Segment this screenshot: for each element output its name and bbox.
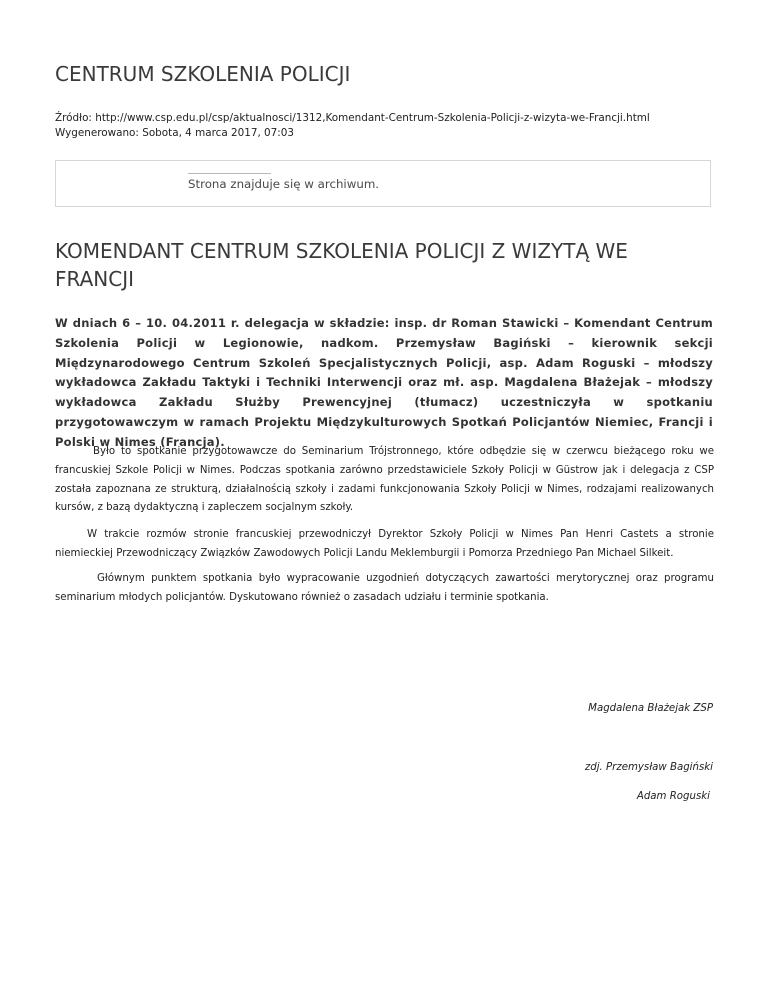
article-paragraph-2: W trakcie rozmów stronie francuskiej przewodniczył Dyrektor Szkoły Policji w Nimes Pan Henri Castets a stronie niemieckiej Przewodniczący Związków Zawodowych Policji Landu Meklemburgii i Pomorza Przedniego Pan Michael Silkeit. [55,529,714,559]
archive-notice-text: Strona znajduje się w archiwum. [188,177,380,191]
article-title: KOMENDANT CENTRUM SZKOLENIA POLICJI Z WIZYTĄ WE FRANCJI [55,239,628,291]
source-url-line: Źródło: http://www.csp.edu.pl/csp/aktualnosci/1312,Komendant-Centrum-Szkolenia-Policji-z-wizyta-we-Francji.html [55,112,650,124]
article-paragraph-3: Głównym punktem spotkania było wypracowanie uzgodnień dotyczących zawartości merytorycznej oraz programu seminarium młodych policjantów. Dyskutowano również o zasadach udziału i terminie spotkania. [55,573,714,603]
article-lead: W dniach 6 – 10. 04.2011 r. delegacja w składzie: insp. dr Roman Stawicki – Komendant Centrum Szkolenia Policji w Legionowie, nadkom. Przemysław Bagiński – kierownik sekcji Międzynarodowego Centrum Szkoleń Specjalistycznych Policji, asp. Adam Roguski – młodszy wykładowca Zakładu Taktyki i Techniki Interwencji oraz mł. asp. Magdalena Błażejak – młodszy wykładowca Zakładu Służby Prewencyjnej (tłumacz) uczestniczyła w spotkaniu przygotowawczym w ramach Projektu Międzykulturowych Spotkań Policjantów Niemiec, Francji i Polski w Nimes (Francja). [55,316,713,449]
generated-date-line: Wygenerowano: Sobota, 4 marca 2017, 07:03 [55,127,294,139]
article-paragraph-1: Było to spotkanie przygotowawcze do Seminarium Trójstronnego, które odbędzie się w czerwcu bieżącego roku we francuskiej Szkole Policji w Nimes. Podczas spotkania zarówno przedstawiciele Szkoły Policji w Güstrow jak i delegacja z CSP została zapoznana ze strukturą, działalnością szkoły i zadami funkcjonowania Szkoły Policji w Nimes, rodzajami realizowanych kursów, z bazą dydaktyczną i zapleczem socjalnym szkoły. [55,446,714,514]
signature-photo-credit-2: Adam Roguski [636,791,710,802]
archive-notice-divider [188,173,271,174]
site-title: CENTRUM SZKOLENIA POLICJI [55,62,351,86]
signature-photo-credit: zdj. Przemysław Bagiński [584,762,713,773]
document-meta [55,111,650,141]
signature-author: Magdalena Błażejak ZSP [588,703,713,714]
archive-notice-box [55,160,711,207]
